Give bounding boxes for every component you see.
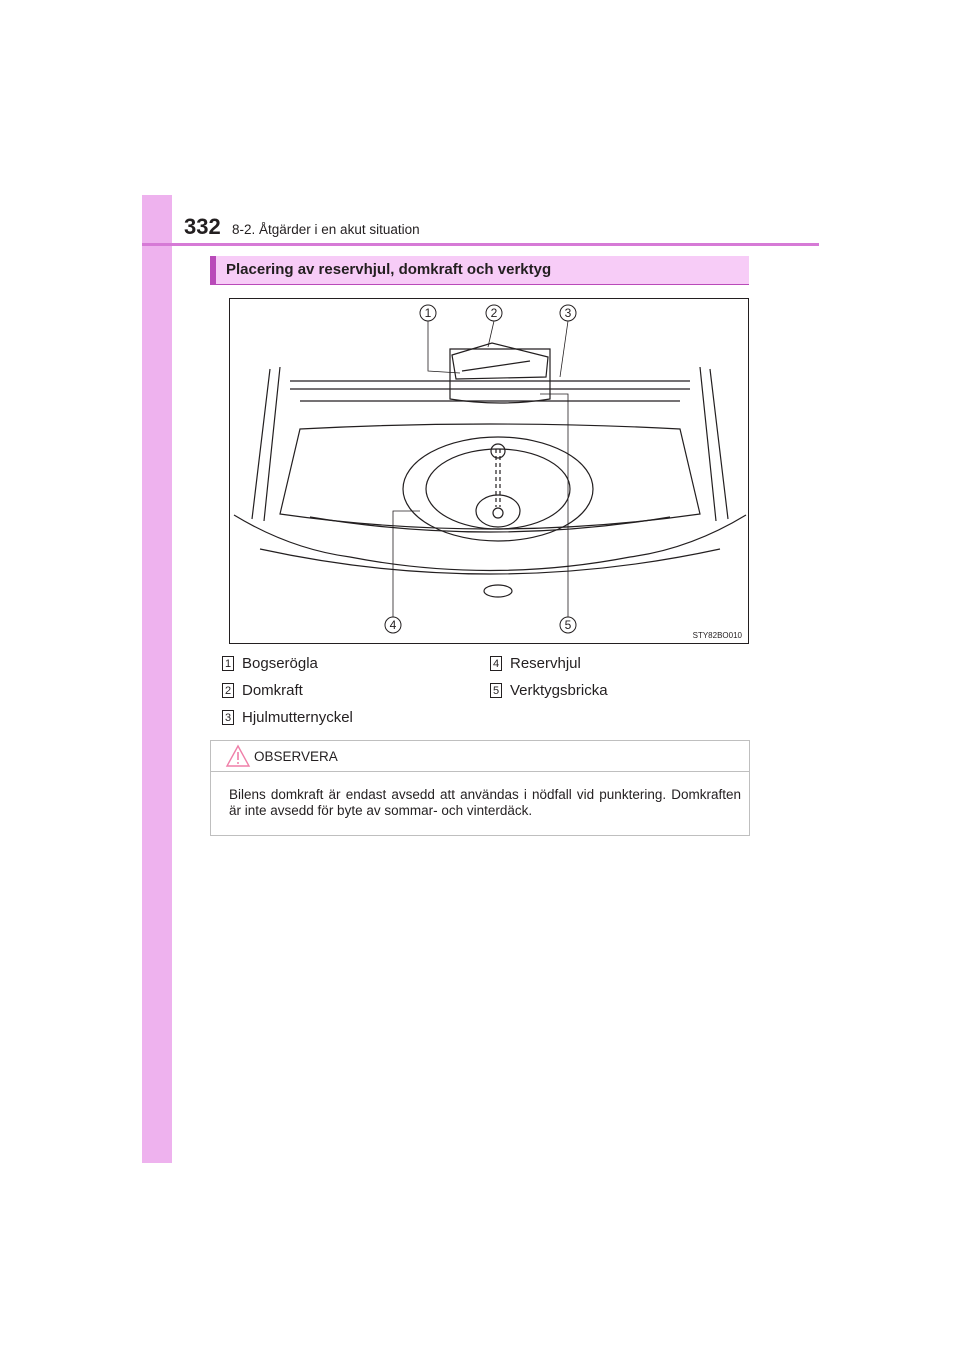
callout-label-4: 4 xyxy=(389,618,397,632)
subhead-accent-bar xyxy=(210,256,216,284)
legend-item xyxy=(490,655,581,672)
tool-tray xyxy=(450,349,550,403)
legend-number: 1 xyxy=(222,656,234,671)
notice-title: OBSERVERA xyxy=(254,749,338,764)
legend-item xyxy=(222,655,318,672)
wrench xyxy=(462,361,530,371)
section-title: 8-2. Åtgärder i en akut situation xyxy=(232,222,420,237)
leader-3 xyxy=(560,321,568,377)
legend-item xyxy=(490,682,608,699)
legend-label: Verktygsbricka xyxy=(510,682,608,699)
spare-wheel-outer xyxy=(403,437,593,541)
subhead-box xyxy=(210,256,749,284)
left-pillar xyxy=(252,367,280,521)
leader-1 xyxy=(428,321,460,373)
legend-number: 5 xyxy=(490,683,502,698)
legend-item xyxy=(222,682,303,699)
legend-label: Domkraft xyxy=(242,682,303,699)
spare-wheel-rim xyxy=(426,449,570,529)
body-outline xyxy=(234,515,746,571)
jack xyxy=(452,343,548,379)
subhead-underline xyxy=(210,284,749,285)
callout-label-3: 3 xyxy=(564,306,572,320)
page-number: 332 xyxy=(184,214,221,239)
side-band xyxy=(142,195,172,1163)
bolt-head xyxy=(491,444,505,458)
subhead-title: Placering av reservhjul, domkraft och verktyg xyxy=(226,261,552,278)
callout-label-5: 5 xyxy=(564,618,572,632)
legend-number: 3 xyxy=(222,710,234,725)
legend-label: Bogserögla xyxy=(242,655,318,672)
legend-number: 4 xyxy=(490,656,502,671)
figure-code: STY82BO010 xyxy=(692,631,742,640)
trunk-floor xyxy=(280,424,700,529)
notice-box xyxy=(210,740,750,836)
notice-text: Bilens domkraft är endast avsedd att användas i nödfall vid punktering. Domkraften är inte avsedd för byte av sommar- och vinterdäck. xyxy=(229,787,741,818)
legend-item xyxy=(222,709,353,726)
trunk-illustration xyxy=(229,298,749,644)
lock-handle xyxy=(484,585,512,597)
shelf-bar xyxy=(290,381,690,389)
callout-label-1: 1 xyxy=(424,306,432,320)
right-pillar xyxy=(700,367,728,521)
legend-label: Hjulmutternyckel xyxy=(242,709,353,726)
notice-header xyxy=(211,741,749,772)
spare-wheel-hub xyxy=(476,495,520,527)
warning-icon xyxy=(225,744,251,768)
legend-number: 2 xyxy=(222,683,234,698)
header-rule xyxy=(142,243,819,246)
trunk-sill xyxy=(310,517,670,532)
hub-center xyxy=(493,508,503,518)
callout-label-2: 2 xyxy=(490,306,498,320)
legend-label: Reservhjul xyxy=(510,655,581,672)
trunk-drawing xyxy=(230,299,749,644)
